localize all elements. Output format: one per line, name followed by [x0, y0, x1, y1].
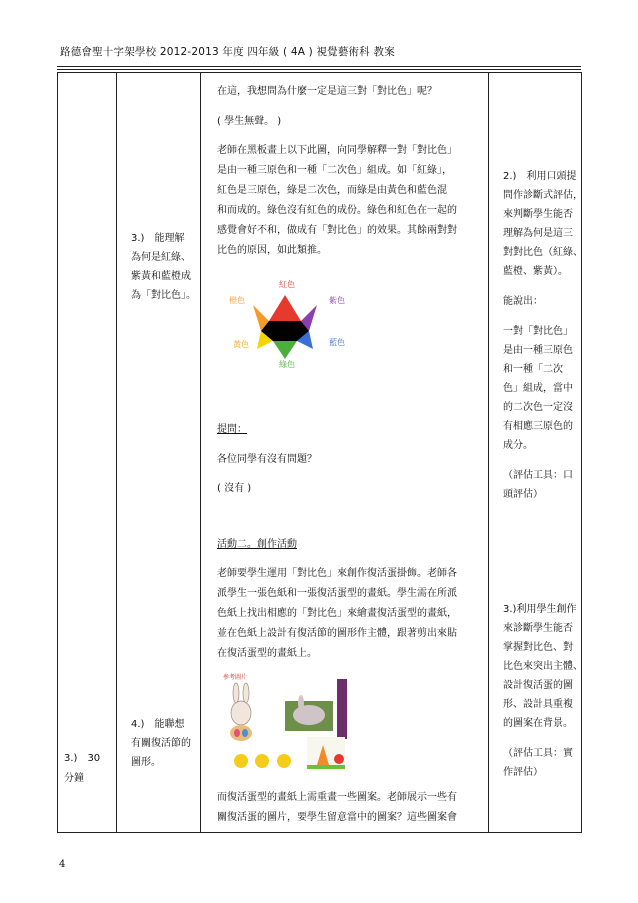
silence-text: ( 學生無聲。 )	[217, 116, 282, 127]
objective-line: 紫黃和藍橙成	[131, 271, 191, 282]
activity-line: 色紙上找出相應的「對比色」來繪畫復活蛋型的畫紙，	[217, 608, 457, 619]
activity-title: 活動二。創作活動	[217, 539, 297, 550]
green-label: 綠色	[279, 360, 295, 369]
assess-line: 色」組成，當中	[503, 383, 573, 394]
assess-line: 形、設計具重複	[503, 699, 573, 710]
red-label: 紅色	[279, 280, 295, 289]
assess-line: 比色來突出主體、	[503, 661, 583, 672]
explain-line: 紅色是三原色，綠是二次色，而綠是由黃色和藍色混	[217, 185, 447, 196]
closing-line: 關復活蛋的圖片，要學生留意當中的圖案？這些圖案會	[217, 812, 457, 823]
can-say-label: 能說出：	[503, 296, 543, 307]
tool-line: 作評估）	[503, 767, 543, 778]
assess-line: 是由一種三原色	[503, 345, 573, 356]
easter-collage-art	[217, 673, 349, 773]
tool-line: （評估工具：口	[503, 470, 573, 481]
explain-line: 和而成的。綠色沒有紅色的成份。綠色和紅色在一起的	[217, 205, 457, 216]
assess-line: 一對「對比色」	[503, 326, 573, 337]
objective-cell	[117, 73, 201, 833]
tool-line: 頭評估）	[503, 489, 543, 500]
activity-line: 老師要學生運用「對比色」來創作復活蛋掛飾。老師各	[217, 568, 457, 579]
activity-line: 在復活蛋型的畫紙上。	[217, 648, 317, 659]
blue-label: 藍色	[329, 338, 345, 347]
green-triangle	[273, 341, 297, 359]
explain-line: 感覺會好不和，做成有「對比色」的效果。其餘兩對對	[217, 225, 457, 236]
assess-line: 成分。	[503, 440, 533, 451]
assess-line: 理解為何是這三	[503, 228, 573, 239]
intro-text: 在這，我想問為什麼一定是這三對「對比色」呢？	[217, 86, 437, 97]
easter-reference-images	[217, 673, 349, 773]
assess-line: 來診斷學生能否	[503, 623, 573, 634]
question-title: 提問：	[217, 424, 247, 435]
time-line: 分鐘	[64, 773, 84, 784]
page-header: 路德會聖十字架學校 2012-2013 年度 四年級 ( 4A ) 視覺藝術科 教案	[60, 46, 395, 58]
objective-line: 為「對比色」。	[131, 290, 196, 301]
table-row	[58, 73, 582, 833]
explain-line: 比色的原因，如此類推。	[217, 245, 327, 256]
assess-line: 的圖案在背景。	[503, 718, 573, 729]
header-rule	[57, 66, 581, 67]
objective-line: 3.) 能理解	[131, 233, 185, 244]
time-cell	[58, 73, 117, 833]
red-triangle	[269, 295, 301, 321]
reference-label: 參考圖片	[223, 674, 248, 681]
assess-line: 對對比色（紅綠、	[503, 247, 583, 258]
yellow-label: 黃色	[233, 340, 249, 349]
assess-line: 2.) 利用口頭提	[503, 171, 577, 182]
lesson-plan-table	[57, 72, 582, 833]
page-number: 4	[59, 859, 66, 870]
assess-line: 問作診斷式評估，	[503, 190, 583, 201]
assessment-cell	[489, 73, 582, 833]
assess-line: 掌握對比色、對	[503, 642, 573, 653]
assess-line: 和一種「二次	[503, 364, 563, 375]
assess-line: 3.)利用學生創作	[503, 604, 577, 615]
assess-line: 有相應三原色的	[503, 421, 573, 432]
assess-line: 來判斷學生能否	[503, 209, 573, 220]
assess-line: 藍橙、紫黃）。	[503, 266, 568, 277]
objective-line: 4.) 能聯想	[131, 719, 185, 730]
objective-line: 為何是紅綠、	[131, 252, 191, 263]
activity-cell	[201, 73, 489, 833]
assess-line: 的二次色一定沒	[503, 402, 573, 413]
tool-line: （評估工具：實	[503, 748, 573, 759]
assess-line: 設計復活蛋的圖	[503, 680, 573, 691]
answer-text: ( 沒有 )	[217, 483, 252, 494]
objective-line: 圖形。	[131, 757, 161, 768]
activity-line: 並在色紙上設計有復活節的圖形作主體，跟著剪出來貼	[217, 628, 457, 639]
contrast-color-star-diagram	[217, 273, 357, 369]
question-text: 各位同學有沒有問題？	[217, 454, 317, 465]
orange-label: 橙色	[229, 296, 245, 305]
purple-label: 紫色	[329, 296, 345, 305]
closing-line: 而復活蛋型的畫紙上需重畫一些圖案。老師展示一些有	[217, 792, 457, 803]
explain-line: 老師在黑板畫上以下此圖，向同學解釋一對「對比色」	[217, 145, 457, 156]
header-rule-double	[57, 69, 581, 70]
explain-line: 是由一種三原色和一種「二次色」組成。如「紅綠」，	[217, 165, 452, 176]
objective-line: 有關復活節的	[131, 738, 191, 749]
activity-line: 派學生一張色紙和一張復活蛋型的畫紙。學生需在所派	[217, 588, 457, 599]
time-line: 3.) 30	[64, 753, 101, 764]
